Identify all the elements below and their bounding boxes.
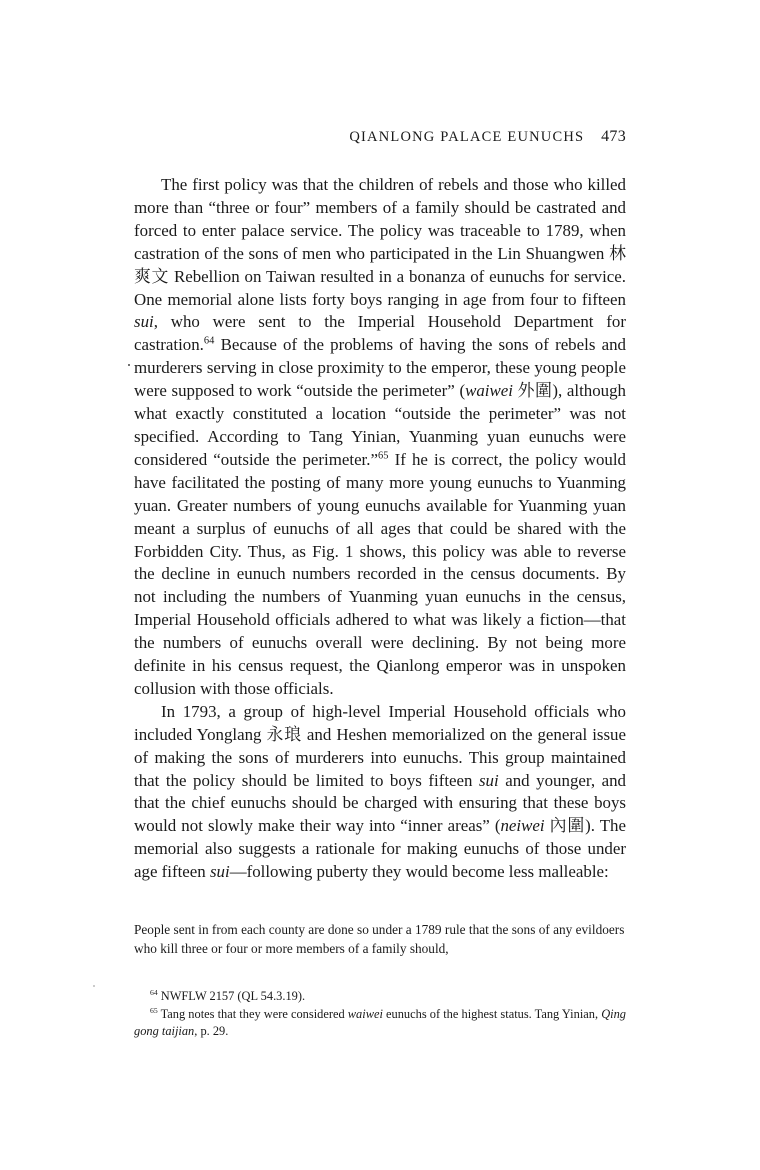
page-number: 473 <box>601 128 626 145</box>
text-run: 內圍). The memorial also suggests a rationale for making eunuchs of those under age fifteen <box>134 816 626 882</box>
footnote-marker: 64 <box>203 335 215 347</box>
print-speck <box>93 985 95 987</box>
print-speck <box>128 364 130 366</box>
italic-term: Qing gong taijian <box>134 1006 626 1038</box>
italic-term: neiwei <box>500 816 545 836</box>
text-run: —following puberty they would become less malleable: <box>229 862 609 882</box>
footnote-64 <box>134 988 626 1006</box>
footnotes <box>134 988 626 1041</box>
paragraph-1 <box>134 174 626 701</box>
footnote-marker: 65 <box>377 450 389 462</box>
paragraph-2 <box>134 701 626 884</box>
italic-term: sui <box>134 312 154 332</box>
footnote-65 <box>134 1006 626 1041</box>
italic-term: waiwei <box>465 381 513 401</box>
text-run: 外圍), although what exactly constituted a location “outside the perimeter” was not specified. According to Tang Yinian, Yuanming yuan eunuchs were considered “outside the perimeter.” <box>134 381 626 469</box>
footnote-marker: 64 <box>150 987 158 997</box>
block-quote: People sent in from each county are done so under a 1789 rule that the sons of any evildoers who kill three or four or more members of a family should, <box>134 922 625 956</box>
running-head <box>134 128 626 146</box>
text-run: If he is correct, the policy would have facilitated the posting of many more young eunuchs to Yuanming yuan. Greater numbers of young eunuchs available for Yuanming yuan meant a surplus of eunuchs of all ages that could be shared with the Forbidden City. Thus, as Fig. 1 shows, this policy was able to reverse the decline in eunuch numbers recorded in the census documents. By not including the numbers of Yuanming yuan eunuchs in the census, Imperial Household officials adhered to what was likely a fiction—that the numbers of eunuchs overall were declining. By not being more definite in his census request, the Qianlong emperor was in unspoken collusion with those officials. <box>134 449 627 698</box>
italic-term: sui <box>209 862 230 882</box>
text-run: Tang notes that they were considered <box>157 1006 348 1021</box>
italic-term: waiwei <box>347 1006 383 1021</box>
running-title: QIANLONG PALACE EUNUCHS <box>349 129 585 145</box>
text-run: , p. 29. <box>194 1024 229 1038</box>
text-run: eunuchs of the highest status. Tang Yinian, <box>382 1006 602 1021</box>
text-run: Because of the problems of having the sons of rebels and murderers serving in close proximity to the emperor, these young people were supposed to work “outside the perimeter” ( <box>134 335 626 401</box>
italic-term: sui <box>478 770 499 790</box>
text-run: NWFLW 2157 (QL 54.3.19). <box>157 989 306 1003</box>
footnote-marker: 65 <box>150 1005 158 1015</box>
text-run: and younger, and that the chief eunuchs should be charged with ensuring that these boys would not slowly make their way into “inner areas” ( <box>134 770 626 836</box>
text-run: The first policy was that the children of rebels and those who killed more than “three or four” members of a family should be castrated and forced to enter palace service. The policy was traceable to 1789, when castration of the sons of men who participated in the Lin Shuangwen 林爽文 Rebellion on Taiwan resulted in a bonanza of eunuchs for service. One memorial alone lists forty boys ranging in age from four to fifteen <box>134 175 626 309</box>
text-run: , who were sent to the Imperial Household Department for castration. <box>134 312 626 355</box>
body-text <box>134 174 626 884</box>
text-run: In 1793, a group of high-level Imperial Household officials who included Yonglang 永琅 and Heshen memorialized on the general issue of making the sons of murderers into eunuchs. This group maintained that the policy should be limited to boys fifteen <box>134 701 626 790</box>
